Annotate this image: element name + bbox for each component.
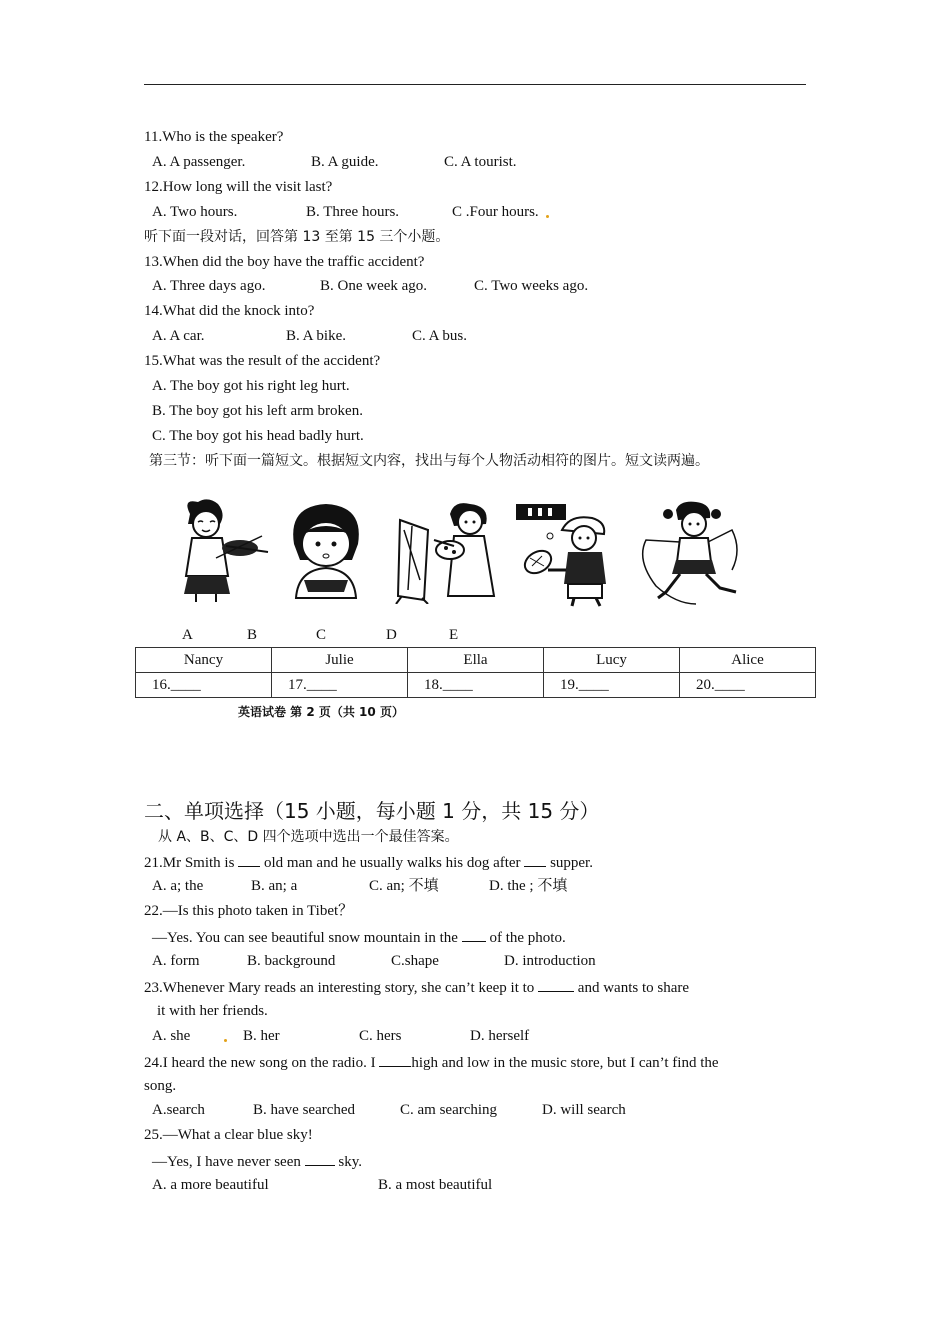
q22-reply [152, 927, 566, 947]
q11-option-b[interactable]: B. A guide. [311, 154, 379, 170]
q21-blank-2[interactable] [524, 852, 546, 867]
answer-blank-18[interactable]: 18.____ [408, 673, 544, 698]
q11-option-c[interactable]: C. A tourist. [444, 154, 517, 170]
part3-intro: 第三节：听下面一篇短文。根据短文内容，找出与每个人物活动相符的图片。短文读两遍。 [149, 453, 709, 469]
q24-text-2: high and low in the music store, but I can’t find the [411, 1055, 719, 1071]
picture-label-d: D [386, 627, 397, 643]
q21-blank-1[interactable] [238, 852, 260, 867]
q15-option-c[interactable]: C. The boy got his head badly hurt. [152, 428, 364, 444]
q11-stem: 11.Who is the speaker? [144, 129, 284, 145]
q15-option-a[interactable]: A. The boy got his right leg hurt. [152, 378, 350, 394]
q22-option-b[interactable]: B. background [247, 953, 336, 969]
q24-option-c[interactable]: C. am searching [400, 1102, 498, 1118]
q21-option-b[interactable]: B. an; a [251, 878, 298, 894]
q24-option-a[interactable]: A.search [152, 1102, 205, 1118]
section-instruction: 从 A、B、C、D 四个选项中选出一个最佳答案。 [158, 829, 459, 845]
q13-option-c[interactable]: C. Two weeks ago. [474, 278, 589, 294]
name-cell: Julie [272, 648, 408, 673]
q23-text-1: 23.Whenever Mary reads an interesting story, she can’t keep it to [144, 980, 539, 996]
q13-option-b[interactable]: B. One week ago. [320, 278, 428, 294]
q25-blank[interactable] [305, 1151, 335, 1166]
q23-stem-line2: it with her friends. [157, 1003, 268, 1019]
q23-stem [144, 977, 689, 997]
stray-dot [224, 1039, 227, 1042]
q21-text-3: supper. [546, 855, 593, 871]
header-rule [144, 84, 806, 85]
q23-option-b[interactable]: B. her [243, 1028, 280, 1044]
picture-label-e: E [449, 627, 459, 643]
reading-girl-image [282, 500, 370, 600]
q22-option-a[interactable]: A. form [152, 953, 200, 969]
q24-blank[interactable] [379, 1052, 411, 1067]
q14-option-a[interactable]: A. A car. [152, 328, 205, 344]
q22-option-d[interactable]: D. introduction [504, 953, 596, 969]
name-cell: Lucy [544, 648, 680, 673]
q21-stem [144, 852, 593, 872]
picture-label-c: C [316, 627, 327, 643]
page-footer: 英语试卷 第 2 页（共 10 页） [238, 705, 404, 719]
table-blank-row [136, 673, 816, 698]
q23-option-d[interactable]: D. herself [470, 1028, 530, 1044]
q22-text-2: of the photo. [485, 930, 566, 946]
q15-option-b[interactable]: B. The boy got his left arm broken. [152, 403, 363, 419]
q25-option-b[interactable]: B. a most beautiful [378, 1177, 493, 1193]
q14-option-c[interactable]: C. A bus. [412, 328, 468, 344]
q13-stem: 13.When did the boy have the traffic accident? [144, 254, 425, 270]
answer-blank-19[interactable]: 19.____ [544, 673, 680, 698]
q24-text-1: 24.I heard the new song on the radio. I [144, 1055, 380, 1071]
q21-option-a[interactable]: A. a; the [152, 878, 204, 894]
dialog-intro: 听下面一段对话，回答第 13 至第 15 三个小题。 [144, 229, 450, 245]
section-title: 二、单项选择（15 小题，每小题 1 分，共 15 分） [144, 799, 600, 823]
q21-text-2: old man and he usually walks his dog after [260, 855, 525, 871]
picture-label-b: B [247, 627, 258, 643]
q21-option-c[interactable]: C. an; 不填 [369, 878, 439, 894]
q25-stem: 25.—What a clear blue sky! [144, 1127, 313, 1143]
painting-girl-image [394, 500, 498, 604]
table-header-row [136, 648, 816, 673]
name-cell: Alice [680, 648, 816, 673]
q24-stem [144, 1052, 719, 1072]
skipping-girl-image [636, 500, 740, 608]
q12-stem: 12.How long will the visit last? [144, 179, 333, 195]
q22-text-1: —Yes. You can see beautiful snow mountain in the [152, 930, 462, 946]
q23-text-2: and wants to share [574, 980, 690, 996]
q21-option-d[interactable]: D. the ; 不填 [489, 878, 568, 894]
q25-option-a[interactable]: A. a more beautiful [152, 1177, 269, 1193]
violin-girl-image [168, 496, 272, 602]
q24-option-b[interactable]: B. have searched [253, 1102, 356, 1118]
q24-option-d[interactable]: D. will search [542, 1102, 626, 1118]
q24-stem-line2: song. [144, 1078, 177, 1094]
answer-table [135, 647, 816, 698]
answer-blank-16[interactable]: 16.____ [136, 673, 272, 698]
q25-text-2: sky. [334, 1154, 362, 1170]
q23-option-c[interactable]: C. hers [359, 1028, 402, 1044]
q25-reply [152, 1151, 362, 1171]
q22-blank[interactable] [462, 927, 486, 942]
answer-blank-20[interactable]: 20.____ [680, 673, 816, 698]
q14-stem: 14.What did the knock into? [144, 303, 315, 319]
q12-option-c[interactable]: C .Four hours. [452, 204, 539, 220]
q15-stem: 15.What was the result of the accident? [144, 353, 381, 369]
tennis-girl-image [514, 500, 620, 608]
q22-option-c[interactable]: C.shape [391, 953, 439, 969]
picture-label-a: A [182, 627, 193, 643]
q14-option-b[interactable]: B. A bike. [286, 328, 347, 344]
stray-dot [546, 215, 549, 218]
name-cell: Ella [408, 648, 544, 673]
q21-text-1: 21.Mr Smith is [144, 855, 239, 871]
answer-blank-17[interactable]: 17.____ [272, 673, 408, 698]
q25-text-1: —Yes, I have never seen [152, 1154, 305, 1170]
q13-option-a[interactable]: A. Three days ago. [152, 278, 266, 294]
q23-option-a[interactable]: A. she [152, 1028, 191, 1044]
q22-stem: 22.—Is this photo taken in Tibet？ [144, 903, 354, 919]
q11-option-a[interactable]: A. A passenger. [152, 154, 246, 170]
name-cell: Nancy [136, 648, 272, 673]
q12-option-b[interactable]: B. Three hours. [306, 204, 400, 220]
q23-blank[interactable] [538, 977, 574, 992]
q12-option-a[interactable]: A. Two hours. [152, 204, 238, 220]
